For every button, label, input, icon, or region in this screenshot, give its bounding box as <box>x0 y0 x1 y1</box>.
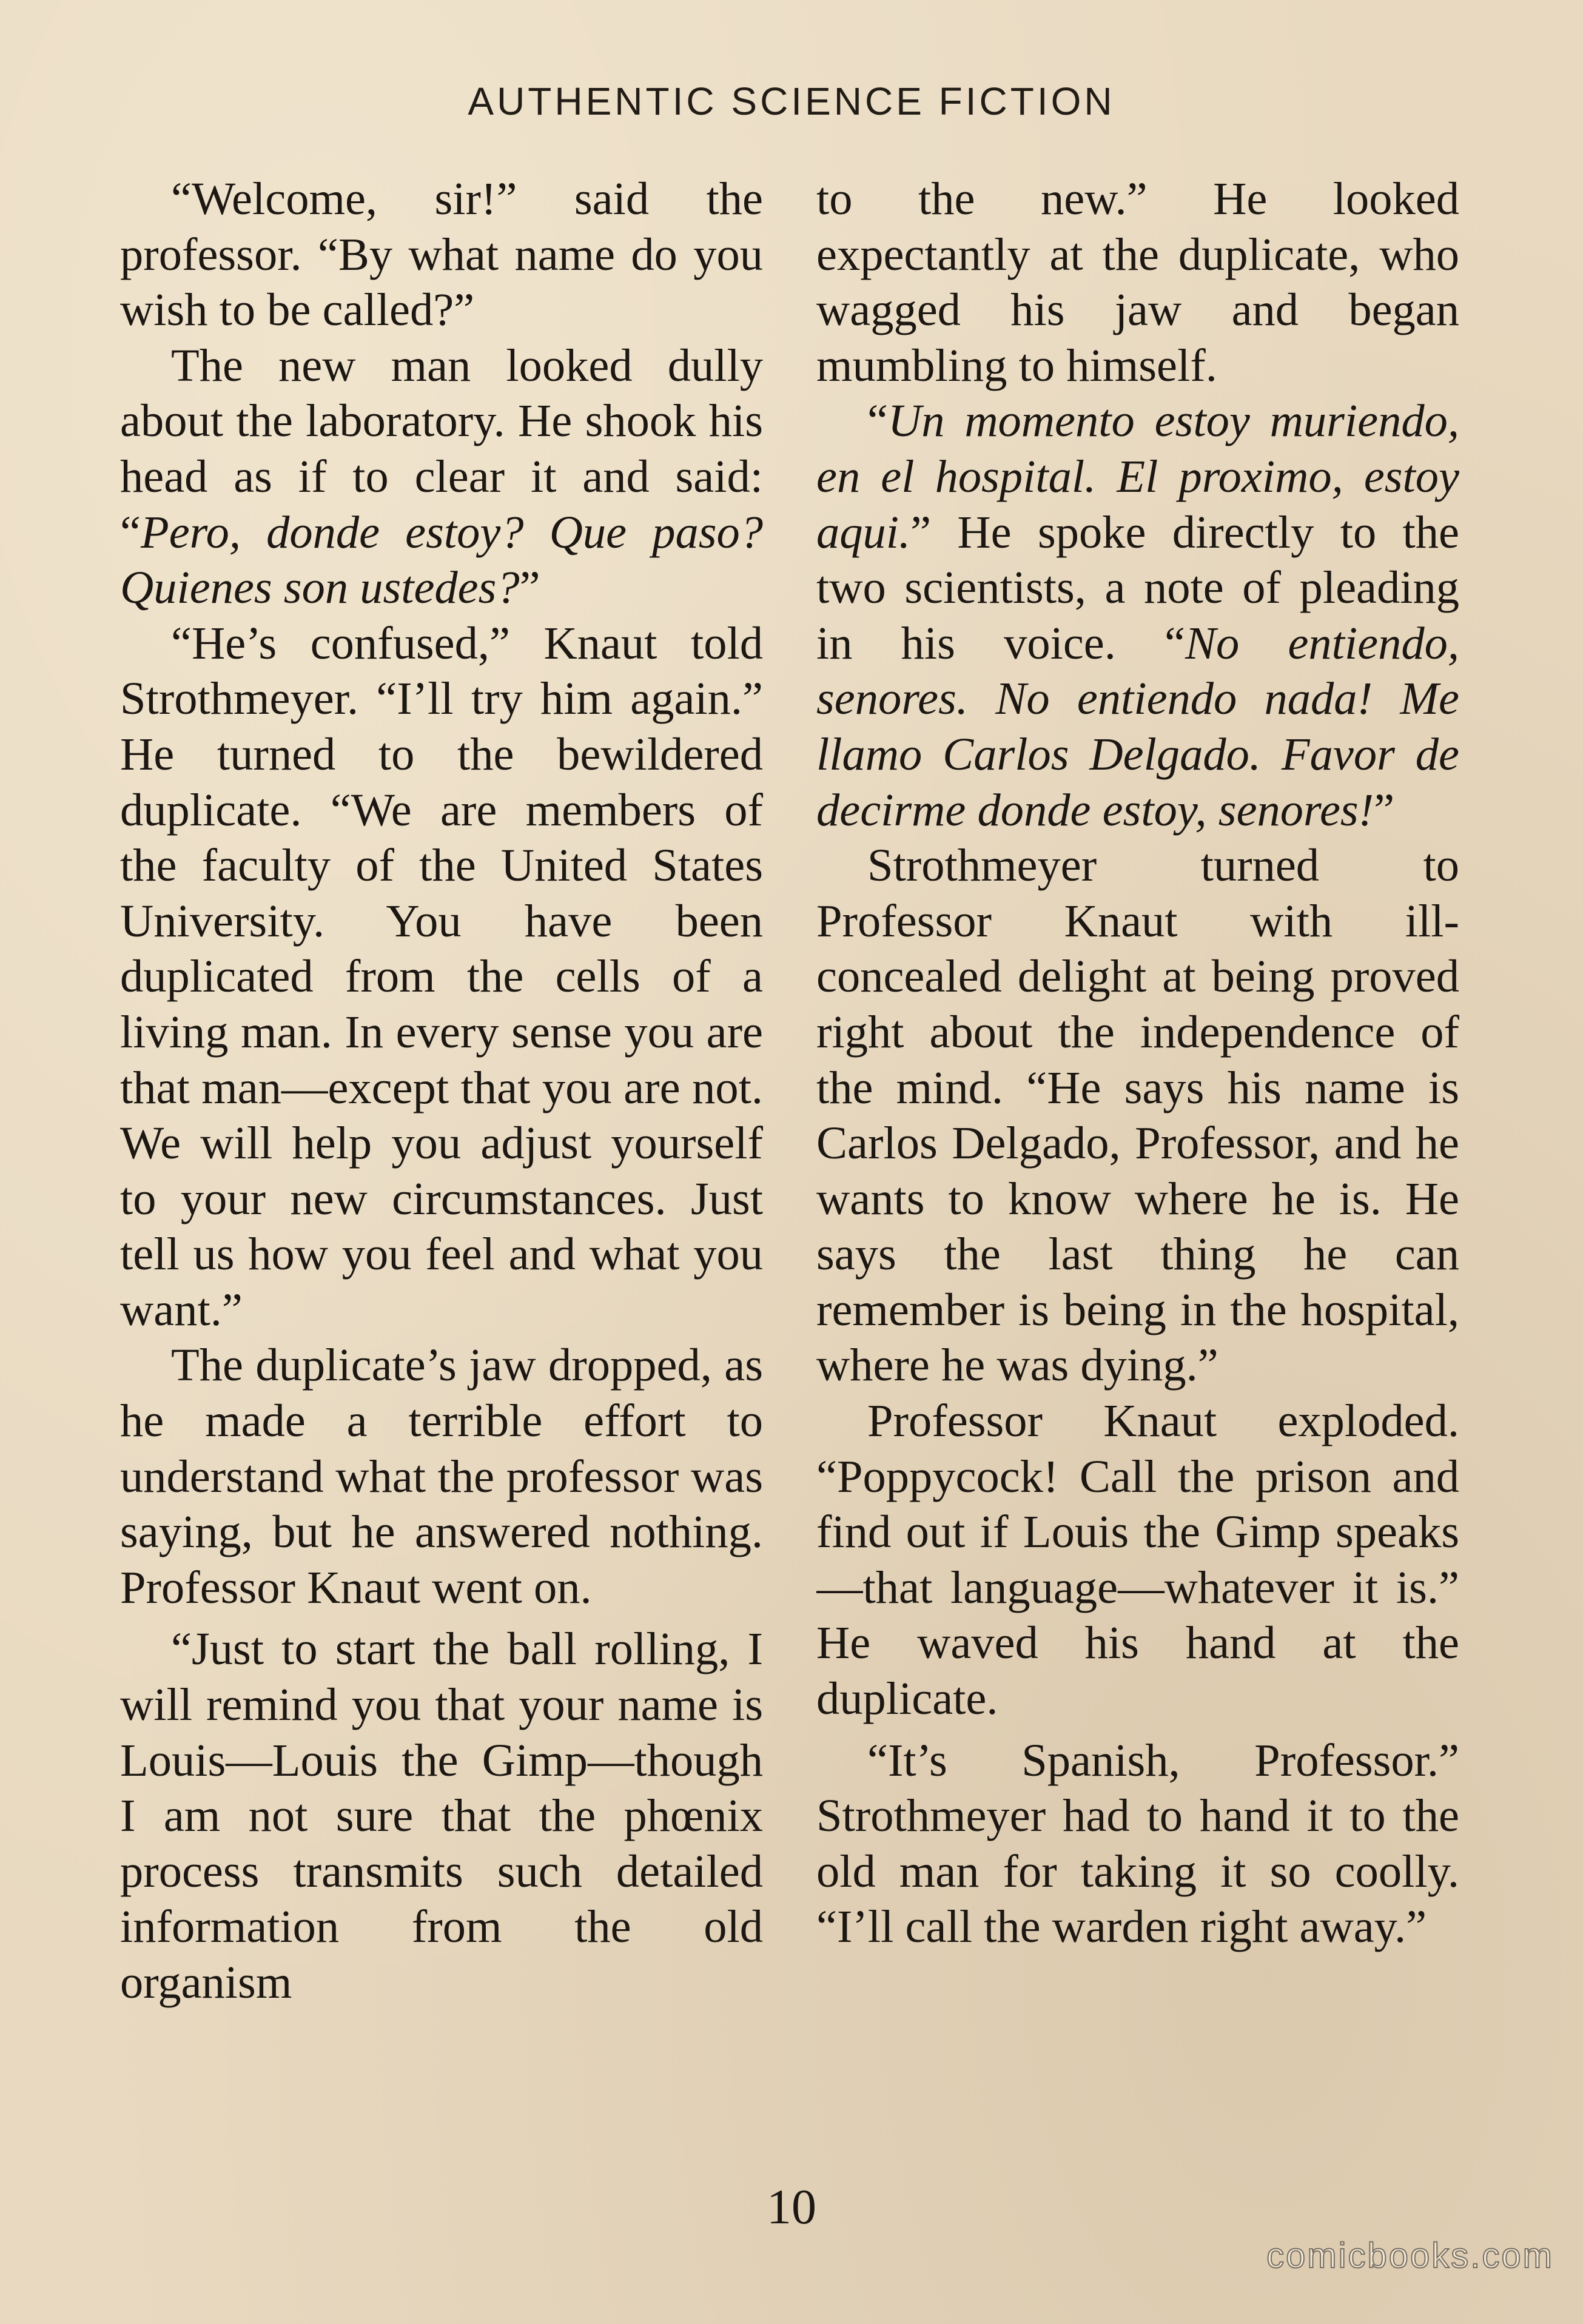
text-run: “ <box>867 395 888 447</box>
paragraph <box>120 1621 763 2010</box>
right-column <box>816 171 1459 2166</box>
paragraph <box>120 338 763 616</box>
paragraph <box>120 1337 763 1615</box>
paragraph <box>120 616 763 1338</box>
watermark-logo: comicbooks.com <box>1266 2236 1554 2275</box>
paragraph <box>816 1393 1459 1727</box>
text-run: ” <box>519 562 540 614</box>
text-run: “Welcome, sir!” said the professor. “By what name do you wish to be called?” <box>120 173 763 336</box>
text-run: “It’s Spanish, Professor.” Strothmeyer had to hand it to the old man for taking it so coolly. “I’ll call the warden right away.” <box>816 1734 1459 1953</box>
paragraph <box>816 1733 1459 1955</box>
text-run: The duplicate’s jaw dropped, as he made a terrible effort to understand what the professor was saying, but he answered nothing. Professor Knaut went on. <box>120 1339 763 1613</box>
italic-text: Un momento estoy muriendo, en el hospital. El proximo, estoy aqui. <box>816 395 1459 558</box>
text-run: “He’s confused,” Knaut told Strothmeyer. “I’ll try him again.” He turned to the bewildered duplicate. “We are members of the faculty of the United States University. You have been duplicated from the cells of a living man. In every sense you are that man—except that you are not. We will help you adjust yourself to your new circumstances. Just tell us how you feel and what you want.” <box>120 617 763 1335</box>
text-run: Professor Knaut exploded. “Poppycock! Call the prison and find out if Louis the Gimp speaks—that language—whatever it is.” He waved his hand at the duplicate. <box>816 1395 1459 1725</box>
text-run: ” He spoke directly to the two scientists, a note of pleading in his voice. “ <box>816 506 1459 669</box>
page-number: 10 <box>767 2179 816 2234</box>
text-run: Strothmeyer turned to Professor Knaut with ill-concealed delight at being proved right about the independence of the mind. “He says his name is Carlos Delgado, Professor, and he wants to know where he is. He says the last thing he can remember is being in the hospital, where he was dying.” <box>816 839 1459 1391</box>
text-run: to the new.” He looked expectantly at the duplicate, who wagged his jaw and began mumbling to himself. <box>816 173 1459 391</box>
left-column <box>120 171 763 2166</box>
text-run: The new man looked dully about the laboratory. He shook his head as if to clear it and said: “ <box>120 339 763 558</box>
running-head: AUTHENTIC SCIENCE FICTION <box>468 79 1115 123</box>
italic-text: Pero, donde estoy? Que paso? Quienes son ustedes? <box>120 506 763 614</box>
text-run: “Just to start the ball rolling, I will remind you that your name is Louis—Louis the Gimp—though I am not sure that the phœnix process transmits such detailed information from the old organism <box>120 1623 763 2008</box>
text-run: ” <box>1374 784 1395 836</box>
paragraph <box>120 171 763 338</box>
paragraph <box>816 838 1459 1393</box>
italic-text: No entiendo, senores. No entiendo nada! Me llamo Carlos Delgado. Favor de decirme donde estoy, senores! <box>816 617 1459 836</box>
paragraph <box>816 393 1459 838</box>
paragraph <box>816 171 1459 393</box>
